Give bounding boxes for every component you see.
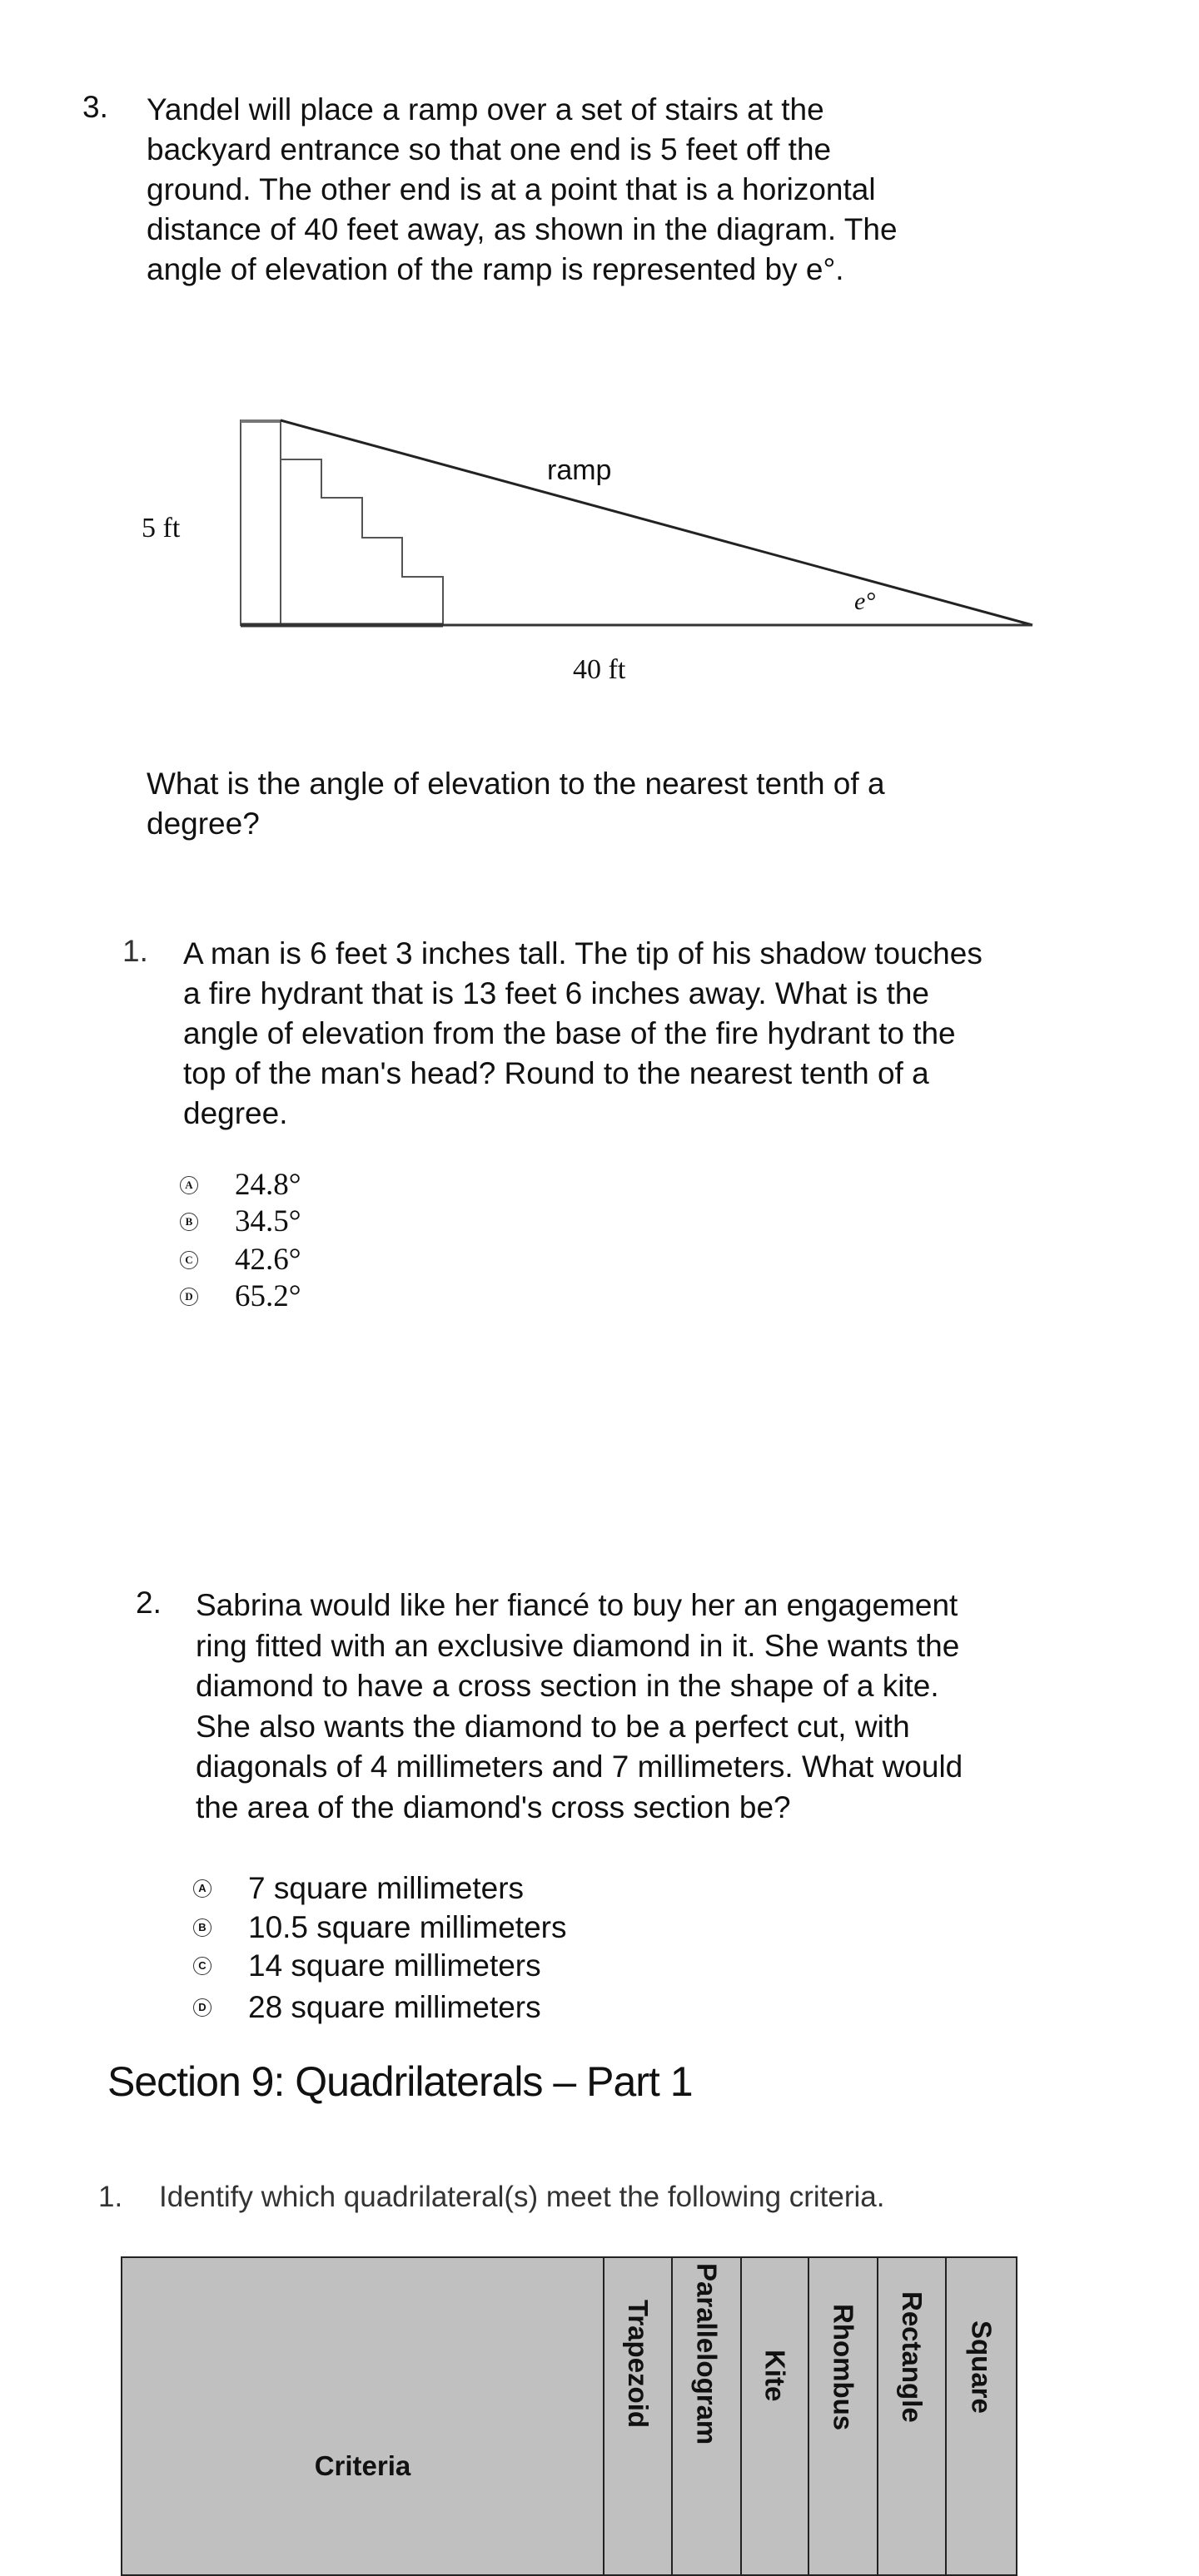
option-letter-icon: B [180,1213,198,1231]
ramp-label: ramp [547,454,612,486]
problem-2-line: ring fitted with an exclusive diamond in it. She wants the [196,1628,960,1663]
header-square [946,2257,1017,2575]
option-text: 24.8° [235,1168,301,1202]
option-text: 65.2° [235,1279,301,1313]
option-letter-icon: D [180,1288,198,1306]
option-text: 10.5 square millimeters [248,1910,567,1944]
section-item-text: Identify which quadrilateral(s) meet the following criteria. [159,2181,885,2213]
header-rectangle [878,2257,946,2575]
problem-1-line: top of the man's head? Round to the nearest tenth of a [183,1056,929,1090]
angle-label: e° [854,588,876,615]
problem-3-question-line: degree? [147,807,260,841]
problem-2-line: the area of the diamond's cross section be? [196,1789,791,1824]
option-letter-icon: A [193,1879,211,1898]
header-label: Rectangle [897,2291,928,2423]
option-letter-icon: B [193,1918,211,1937]
option-text: 42.6° [235,1243,301,1277]
header-label: Kite [759,2350,791,2402]
problem-2-line: Sabrina would like her fiancé to buy her an engagement [196,1588,958,1622]
section-item-number: 1. [98,2181,123,2213]
base-label: 40 ft [573,654,626,685]
ramp-diagram [0,0,1199,749]
table-header-row [122,2257,1017,2575]
header-label: Criteria [314,2450,411,2481]
option-letter-icon: D [193,1998,211,2017]
header-trapezoid [604,2257,672,2575]
problem-2-option-b[interactable] [193,1909,566,1946]
problem-1-option-a[interactable] [180,1167,301,1204]
option-letter-icon: C [193,1957,211,1975]
problem-1-option-d[interactable] [180,1278,301,1315]
option-text: 14 square millimeters [248,1948,541,1983]
problem-2-number: 2. [136,1586,162,1620]
problem-1-line: a fire hydrant that is 13 feet 6 inches away. What is the [183,976,930,1010]
problem-3-question-line: What is the angle of elevation to the nearest tenth of a [147,767,885,801]
problem-3-line: distance of 40 feet away, as shown in the diagram. The [147,212,898,246]
problem-3-question [147,764,1079,844]
header-label: Square [966,2320,998,2414]
option-text: 7 square millimeters [248,1871,525,1905]
header-label: Rhombus [828,2304,859,2431]
problem-2-line: She also wants the diamond to be a perfect cut, with [196,1709,910,1744]
section-title: Section 9: Quadrilaterals – Part 1 [107,2058,693,2105]
header-rhombus [808,2257,878,2575]
problem-3-line: ground. The other end is at a point that is a horizontal [147,172,876,206]
problem-1-option-c[interactable] [180,1242,301,1278]
stairs-outline [241,420,281,625]
problem-2-option-d[interactable] [193,1989,541,2026]
problem-3-line: Yandel will place a ramp over a set of stairs at the [147,92,824,127]
stairs-steps [281,420,443,625]
problem-3-line: backyard entrance so that one end is 5 feet off the [147,132,832,166]
option-letter-icon: C [180,1251,198,1269]
header-label: Parallelogram [691,2263,723,2445]
problem-3-number: 3. [82,90,108,124]
problem-3-line: angle of elevation of the ramp is represented by e°. [147,252,844,286]
header-kite [741,2257,808,2575]
problem-2-option-a[interactable] [193,1870,524,1907]
option-text: 34.5° [235,1204,301,1238]
problem-2-line: diamond to have a cross section in the shape of a kite. [196,1669,939,1703]
header-criteria [122,2257,604,2575]
problem-1-line: angle of elevation from the base of the fire hydrant to the [183,1016,956,1050]
problem-2-text [196,1586,1128,1828]
header-label: Trapezoid [623,2300,654,2429]
header-parallelogram [672,2257,741,2575]
problem-1-option-b[interactable] [180,1204,301,1240]
problem-2-option-c[interactable] [193,1948,541,1984]
problem-1-line: degree. [183,1096,288,1130]
option-letter-icon: A [180,1176,198,1194]
height-label: 5 ft [142,513,181,543]
criteria-table [121,2256,1017,2576]
problem-1-number: 1. [122,934,148,968]
problem-2-line: diagonals of 4 millimeters and 7 millimeters. What would [196,1750,963,1784]
problem-1-text [183,934,1116,1134]
problem-1-line: A man is 6 feet 3 inches tall. The tip of his shadow touches [183,936,983,970]
ramp-line [281,420,1032,625]
option-text: 28 square millimeters [248,1990,541,2024]
